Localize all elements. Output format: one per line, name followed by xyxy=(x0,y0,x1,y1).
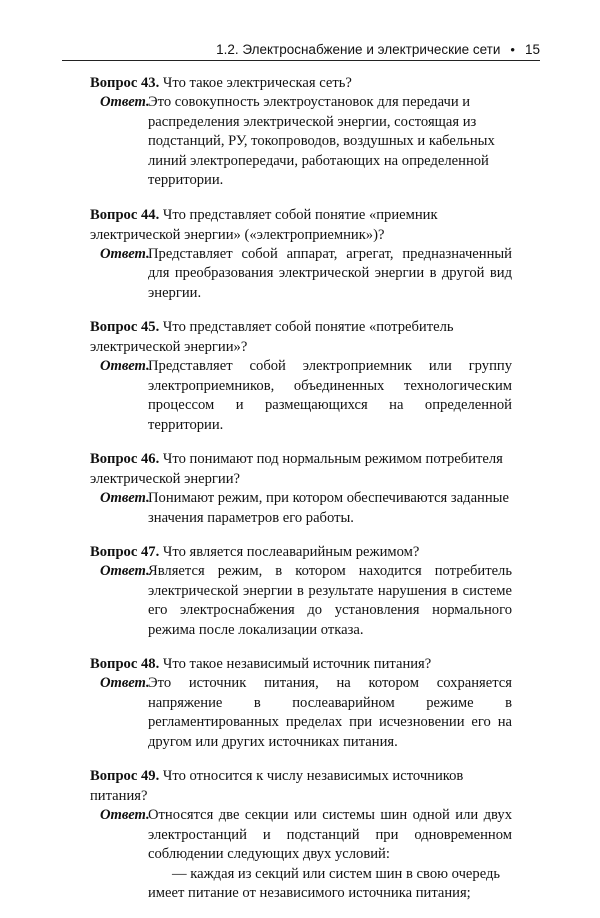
answer-label: Ответ. xyxy=(100,490,150,506)
answer-text: Представляет собой аппарат, агрегат, предназначенный для преобразования электрической энергии в другой вид энергии. xyxy=(148,245,512,301)
qa-item-43 xyxy=(90,73,512,191)
answer xyxy=(100,357,512,435)
qa-item-48 xyxy=(90,654,512,752)
answer-text: Это источник питания, на котором сохраняется напряжение в послеаварийном режиме в регламентированных пределах при исчезновении его на другом или других источниках питания. xyxy=(148,675,512,750)
question-label: Вопрос 49. xyxy=(90,768,160,784)
answer-text: Представляет собой электроприемник или группу электроприемников, объединенных технологическим процессом и размещающихся на определенной территории. xyxy=(148,358,512,433)
answer-label: Ответ. xyxy=(100,675,150,691)
question-text: Что такое электрическая сеть? xyxy=(162,75,352,91)
question-text: Что является послеаварийным режимом? xyxy=(162,544,420,560)
answer-label: Ответ. xyxy=(100,245,150,262)
answer xyxy=(100,562,512,640)
question-label: Вопрос 45. xyxy=(90,319,160,335)
header-bullet: • xyxy=(510,41,515,57)
question xyxy=(90,542,512,562)
qa-list xyxy=(90,73,512,918)
answer-bullet-item: — каждая из секций или систем шин в свою очередь имеет питание от независимого источника питания; xyxy=(148,865,501,901)
question xyxy=(90,766,512,806)
answer-text: Понимают режим, при котором обеспечиваются заданные значения параметров его работы. xyxy=(148,490,509,526)
question-label: Вопрос 47. xyxy=(90,544,160,560)
answer xyxy=(100,806,512,865)
qa-item-45 xyxy=(90,317,512,435)
answer xyxy=(100,489,512,528)
answer-text: Это совокупность электроустановок для передачи и распределения электрической энергии, состоящая из подстанций, РУ, токопроводов, воздушных и кабельных линий электропередачи, работающих на определенной территории. xyxy=(148,94,495,188)
question-label: Вопрос 48. xyxy=(90,656,160,672)
answer-label: Ответ. xyxy=(100,94,150,110)
question xyxy=(90,654,512,674)
qa-item-49 xyxy=(90,766,512,904)
answer-label: Ответ. xyxy=(100,807,150,823)
running-header xyxy=(62,38,540,61)
answer xyxy=(100,245,512,304)
question-text: Что такое независимый источник питания? xyxy=(162,656,432,672)
answer-label: Ответ. xyxy=(100,358,150,374)
section-title: 1.2. Электроснабжение и электрические сети xyxy=(216,41,501,57)
qa-item-44 xyxy=(90,205,512,304)
question xyxy=(90,73,512,93)
question-label: Вопрос 46. xyxy=(90,451,160,467)
answer xyxy=(100,93,512,191)
question-text: Что представляет собой понятие «приемник электрической энергии» («электроприемник»)? xyxy=(90,206,438,243)
answer-label: Ответ. xyxy=(100,563,150,579)
question-text: Что понимают под нормальным режимом потребителя электрической энергии? xyxy=(90,451,503,487)
answer-text: Является режим, в котором находится потребитель электрической энергии в результате нарушения в системе его электроснабжения до установления нормального режима после локализации отказа. xyxy=(148,563,512,638)
answer-text: Относятся две секции или системы шин одной или двух электростанций и подстанций при одновременном соблюдении следующих двух условий: xyxy=(148,807,512,862)
question-label: Вопрос 43. xyxy=(90,75,160,91)
qa-item-47 xyxy=(90,542,512,640)
answer xyxy=(100,674,512,752)
question xyxy=(90,205,512,245)
page-number: 15 xyxy=(524,41,540,57)
question xyxy=(90,449,512,489)
qa-item-46 xyxy=(90,449,512,528)
question-text: Что относится к числу независимых источников питания? xyxy=(90,768,464,804)
question-text: Что представляет собой понятие «потребитель электрической энергии»? xyxy=(90,319,454,355)
question xyxy=(90,317,512,357)
question-label: Вопрос 44. xyxy=(90,206,160,223)
